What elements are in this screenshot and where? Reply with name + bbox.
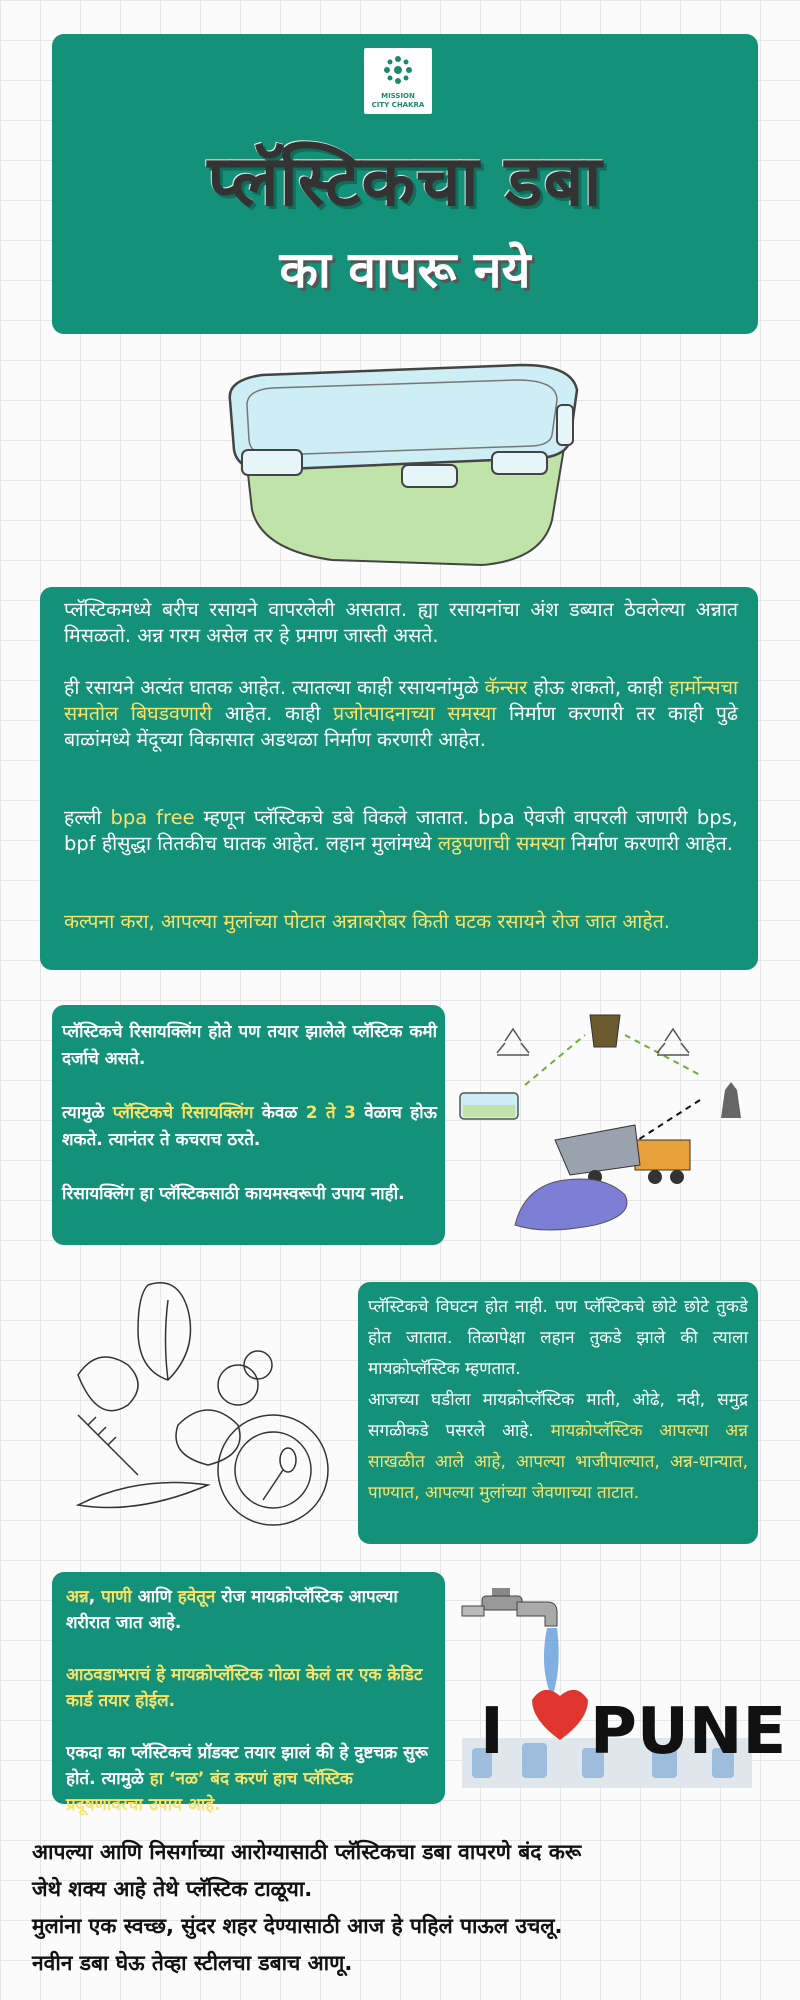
pune-sign-pune: PUNE <box>590 1695 787 1769</box>
logo-line2: CITY CHAKRA <box>371 101 425 109</box>
i-love-pune-plastic-illustration <box>462 1588 787 1788</box>
info-p3-text-a: हल्ली <box>64 806 111 829</box>
daily-intake-card <box>52 1572 445 1815</box>
tap-icon <box>462 1588 557 1626</box>
footer-pledge <box>32 1834 772 1982</box>
info-p3-text-c: निर्माण करणारी आहेत. <box>564 832 733 855</box>
recycle-paragraph-3: रिसायक्लिंग हा प्लॅस्टिकसाठी कायमस्वरूपी उपाय नाही. <box>62 1184 405 1204</box>
daily-p3-text: एकदा का प्लॅस्टिकचं प्रॉडक्ट तयार झालं की हे दुष्टचक्र सुरू होतं. त्यामुळे <box>66 1743 428 1789</box>
page-subtitle: का वापरू नये <box>279 241 531 299</box>
footer-line-4: नवीन डबा घेऊ तेव्हा स्टीलचा डबाच आणू. <box>32 1951 353 1975</box>
pune-sign-i: I <box>480 1695 504 1769</box>
water-highlight: पाणी <box>101 1587 132 1607</box>
footer-line-2: जेथे शक्य आहे तेथे प्लॅस्टिक टाळूया. <box>32 1877 313 1901</box>
daily-sep: , <box>88 1587 102 1607</box>
info-p2-text-c: आहेत. काही <box>212 702 334 725</box>
page-title: प्लॅस्टिकचा डबा <box>207 140 603 222</box>
vegetables-sketch <box>58 1265 348 1535</box>
header-banner <box>52 34 758 334</box>
info-paragraph-4: कल्पना करा, आपल्या मुलांच्या पोटात अन्नाबरोबर किती घटक रसायने रोज जात आहेत. <box>64 910 671 933</box>
info-p2-text-b: होऊ शकतो, काही <box>527 676 669 699</box>
info-p3-text-b: म्हणून प्लॅस्टिकचे डबे विकले जातात. bpa ऐवजी वापरली जाणारी bps, bpf हीसुद्धा तितकीच घातक आहेत. लहान मुलांमध्ये <box>64 806 738 855</box>
footer-line-3: मुलांना एक स्वच्छ, सुंदर शहर देण्यासाठी आज हे पहिलं पाऊल उचलू. <box>32 1914 563 1938</box>
heart-icon <box>532 1690 588 1740</box>
tap-solution-highlight: हा ‘नळ’ बंद करणं हाच प्लॅस्टिक प्रदूषणावरचा उपाय आहे. <box>66 1769 353 1815</box>
recycle-paragraph-2 <box>62 1100 437 1154</box>
recycle-p2-a: त्यामुळे <box>62 1103 113 1123</box>
hormone-highlight: हार्मोन्सचा समतोल बिघडवणारी <box>64 676 739 725</box>
recycle-paragraph-1: प्लॅस्टिकचे रिसायक्लिंग होते पण तयार झालेले प्लॅस्टिक कमी दर्जाचे असते. <box>62 1022 437 1069</box>
chakra-icon <box>364 48 432 92</box>
info-paragraph-1: प्लॅस्टिकमध्ये बरीच रसायने वापरलेली असतात. ह्या रसायनांचा अंश डब्यात ठेवलेल्या अन्नात मिसळतो. अन्न गरम असेल तर हे प्रमाण जास्ती असते. <box>64 598 738 647</box>
info-p2-text-d: निर्माण करणारी तर काही पुढे बाळांमध्ये मेंदूच्या विकासात अडथळा निर्माण करणारी आहेत. <box>64 702 738 751</box>
info-paragraph-2 <box>64 675 738 753</box>
daily-paragraph-3 <box>66 1740 433 1818</box>
recycle-count-highlight: 2 ते 3 <box>305 1103 356 1123</box>
recycle-p2-c: वेळाच होऊ शकते. त्यानंतर ते कचराच ठरते. <box>62 1103 438 1150</box>
fertility-highlight: प्रजोत्पादनाच्या समस्या <box>333 702 497 725</box>
micro-paragraph-1: प्लॅस्टिकचे विघटन होत नाही. पण प्लॅस्टिकचे छोटे छोटे तुकडे होत जातात. तिळापेक्षा लहान तुकडे झाले की त्याला मायक्रोप्लॅस्टिक म्हणतात. <box>368 1297 748 1379</box>
obesity-highlight: लठ्ठपणाची समस्या <box>437 832 565 855</box>
micro-paragraph-2 <box>368 1385 748 1509</box>
recycling-cycle-illustration <box>455 1005 755 1245</box>
daily-paragraph-2: आठवडाभराचं हे मायक्रोप्लॅस्टिक गोळा केलं तर एक क्रेडिट कार्ड तयार होईल. <box>66 1665 423 1711</box>
info-p2-text-a: ही रसायने अत्यंत घातक आहेत. त्यातल्या काही रसायनांमुळे <box>64 676 485 699</box>
daily-paragraph-1 <box>66 1584 433 1636</box>
food-highlight: अन्न <box>66 1587 89 1607</box>
daily-p1-rest: रोज मायक्रोप्लॅस्टिक आपल्या शरीरात जात आहे. <box>66 1587 398 1633</box>
bpa-free-highlight: bpa free <box>110 806 195 829</box>
plastic-box-illustration <box>222 360 582 570</box>
recycle-highlight: प्लॅस्टिकचे रिसायक्लिंग <box>112 1103 254 1123</box>
mission-city-chakra-logo <box>364 48 432 114</box>
micro-p2-text: आजच्या घडीला मायक्रोप्लॅस्टिक माती, ओढे, नदी, समुद्र सगळीकडे पसरले आहे. <box>368 1390 748 1441</box>
logo-text <box>364 92 432 110</box>
food-chain-highlight: मायक्रोप्लॅस्टिक आपल्या अन्न साखळीत आले आहे, आपल्या भाजीपाल्यात, अन्न-धान्यात, पाण्यात, आपल्या मुलांच्या जेवणाच्या ताटात. <box>368 1421 748 1503</box>
recycling-card <box>52 1005 445 1245</box>
logo-line1: MISSION <box>381 92 415 100</box>
footer-line-1: आपल्या आणि निसर्गाच्या आरोग्यासाठी प्लॅस्टिकचा डबा वापरणे बंद करू <box>32 1840 582 1864</box>
air-highlight: हवेतून <box>177 1587 216 1607</box>
cancer-highlight: कॅन्सर <box>484 676 528 699</box>
info-paragraph-3 <box>64 805 738 857</box>
chemicals-info-card <box>40 587 758 970</box>
recycle-p2-b: केवळ <box>253 1103 306 1123</box>
microplastic-card <box>358 1282 758 1544</box>
daily-and: आणि <box>131 1587 178 1607</box>
